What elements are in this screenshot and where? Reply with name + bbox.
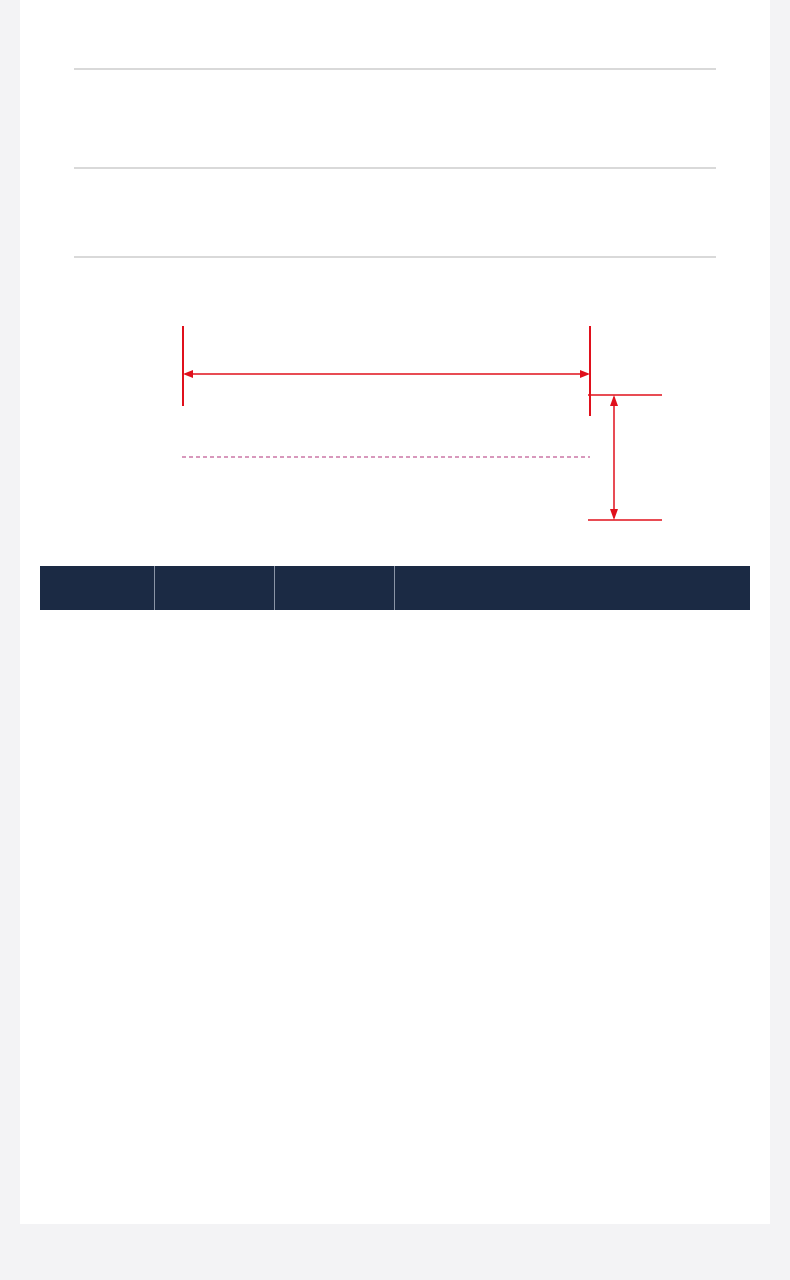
diameter-arrow-bottom — [610, 509, 618, 520]
header-spec — [40, 566, 154, 610]
spec-row-size — [74, 216, 716, 258]
spec-row-brand — [74, 28, 716, 70]
diameter-arrow-top — [610, 395, 618, 406]
size-table — [40, 566, 750, 610]
threaded-rod-diagram — [160, 320, 680, 540]
table-header-row — [40, 566, 750, 610]
length-arrow-left — [183, 370, 193, 378]
header-pitch — [154, 566, 274, 610]
spec-row-head — [74, 127, 716, 169]
product-spec-card — [20, 0, 770, 1224]
header-diameter — [274, 566, 394, 610]
length-arrow-right — [580, 370, 590, 378]
header-length — [394, 566, 750, 610]
